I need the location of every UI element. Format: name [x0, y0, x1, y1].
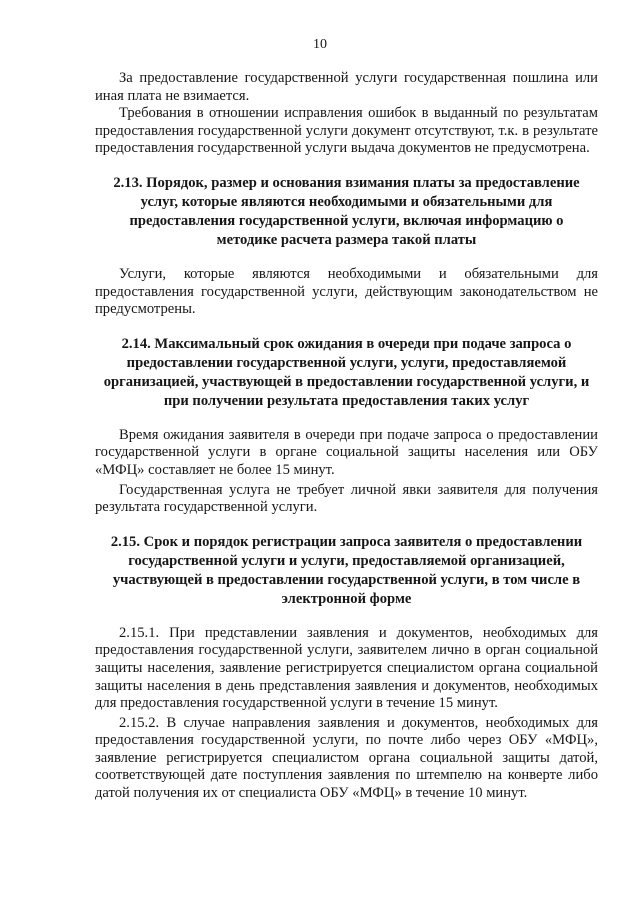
section-title-2-13: 2.13. Порядок, размер и основания взимания платы за предоставление услуг, которые являются необходимыми и обязательными для предоставления государственной услуги, включая информацию о методике расчета размера такой платы [113, 174, 580, 248]
section-title-2-15: 2.15. Срок и порядок регистрации запроса заявителя о предоставлении государственной услуги и услуги, предоставляемой организацией, участвующей в предоставлении государственной услуги, в том числе в электронной форме [110, 533, 583, 607]
paragraph-fee: За предоставление государственной услуги государственная пошлина или иная плата не взимается. [95, 70, 598, 104]
paragraph-2-13: Услуги, которые являются необходимыми и обязательными для предоставления государственной услуги, действующим законодательством не предусмотрены. [95, 265, 598, 318]
paragraph-2-15-2: 2.15.2. В случае направления заявления и документов, необходимых для предоставления государственной услуги, по почте либо через ОБУ «МФЦ», заявление регистрируется специалистом органа социальной защиты датой, соответствующей дате поступления заявления по штемпелю на конверте либо датой получения их от специалиста ОБУ «МФЦ» в течение 10 минут. [95, 714, 598, 802]
paragraph-2-14-wait: Время ожидания заявителя в очереди при подаче запроса о предоставлении государственной услуги в органе социальной защиты населения или ОБУ «МФЦ» составляет не более 15 минут. [95, 426, 598, 478]
page-number: 10 [313, 37, 327, 52]
paragraph-2-14-presence: Государственная услуга не требует личной явки заявителя для получения результата государственной услуги. [95, 481, 598, 516]
paragraph-error-correction: Требования в отношении исправления ошибок в выданный по результатам предоставления государственной услуги документ отсутствуют, т.к. в результате предоставления государственной услуги выдача документов не предусмотрена. [95, 105, 598, 157]
section-title-2-14: 2.14. Максимальный срок ожидания в очереди при подаче запроса о предоставлении государственной услуги, услуги, предоставляемой организацией, участвующей в предоставлении государственной услуги, и при получении результата предоставления таких услуг [103, 335, 590, 409]
page-content [95, 70, 598, 803]
paragraph-2-15-1: 2.15.1. При представлении заявления и документов, необходимых для предоставления государственной услуги, заявителем лично в орган социальной защиты населения, заявление регистрируется специалистом органа социальной защиты населения в день представления заявления и документов, необходимых для предоставления государственной услуги в течение 15 минут. [95, 624, 598, 712]
